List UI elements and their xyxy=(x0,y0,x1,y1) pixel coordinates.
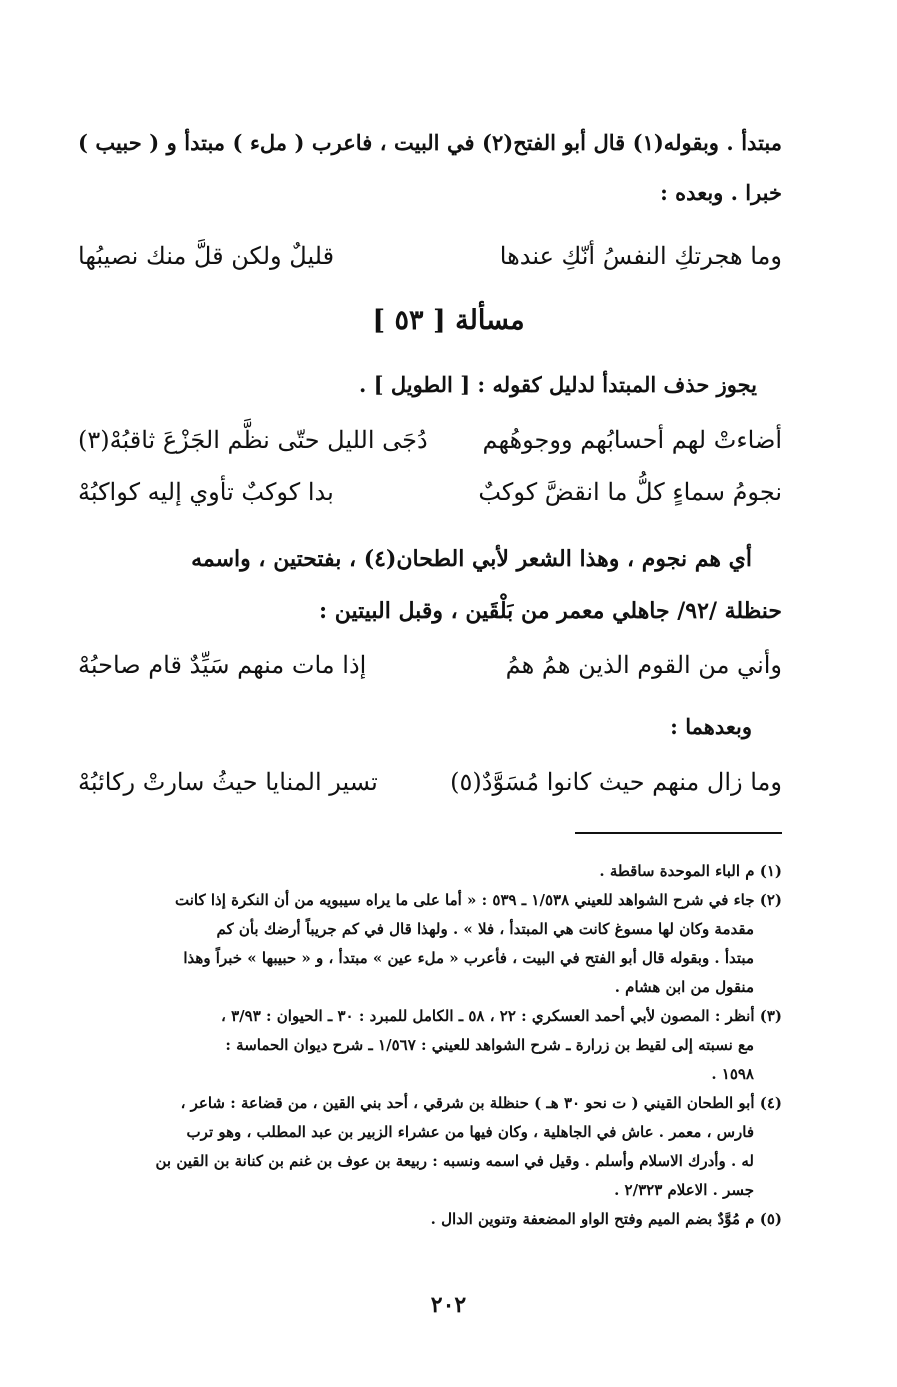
verse-3 xyxy=(78,472,782,512)
verse-5-first-hemistich: وما زال منهم حيث كانوا مُسَوَّدٌ(٥) xyxy=(450,768,782,796)
intro-paragraph xyxy=(78,118,782,218)
footnotes xyxy=(70,857,782,1234)
verse-4-second-hemistich: إذا مات منهم سَيِّدٌ قام صاحبُهْ xyxy=(78,651,367,679)
intro-line-1: مبتدأ . وبقوله(١) قال أبو الفتح(٢) في البيت ، فاعرب ( ملء ) مبتدأ و ( حبيب ) xyxy=(78,130,783,155)
footnote-2-line-2: مقدمة وكان لها مسوغ كانت هي المبتدأ ، فلا » . ولهذا قال في كم جريباً أرضك بأن كم xyxy=(216,920,754,938)
footnote-3 xyxy=(70,1002,782,1089)
verse-4-first-hemistich: وأني من القوم الذين همُ همُ xyxy=(505,651,782,679)
footnote-3-line-1: (٣) أنظر : المصون لأبي أحمد العسكري : ٢٢ ، ٥٨ ـ الكامل للمبرد : ٣٠ ـ الحيوان : ٣/٩٣ ، xyxy=(221,1007,782,1025)
intro-line-2: خبرا . وبعده : xyxy=(660,180,782,205)
paragraph-2-line-1: أي هم نجوم ، وهذا الشعر لأبي الطحان(٤) ، بفتحتين ، واسمه xyxy=(191,546,752,572)
paragraph-1: يجوز حذف المبتدأ لدليل كقوله : [ الطويل ] . xyxy=(358,372,757,397)
footnote-separator xyxy=(575,832,782,834)
footnote-1: (١) م الباء الموحدة ساقطة . xyxy=(599,862,782,880)
after-label: وبعدهما : xyxy=(670,714,752,739)
paragraph-2-line-2: حنظلة /٩٢/ جاهلي معمر من بَلْقَين ، وقبل البيتين : xyxy=(318,598,782,624)
verse-4 xyxy=(78,645,782,685)
footnote-4-line-3: له . وأدرك الاسلام وأسلم . وقيل في اسمه ونسبه : ربيعة بن عوف بن غنم بن كنانة بن القين بن xyxy=(155,1152,754,1170)
page-number: ٢٠٢ xyxy=(430,1292,467,1318)
footnote-4-line-1: (٤) أبو الطحان القيني ( ت نحو ٣٠ هـ ) حنظلة بن شرقي ، أحد بني القين ، من قضاعة : شاعر ، xyxy=(180,1094,782,1112)
footnote-2-line-4: منقول من ابن هشام . xyxy=(614,978,754,996)
footnote-2-line-3: مبتدأ . وبقوله قال أبو الفتح في البيت ، فأعرب « ملء عين » مبتدأ ، و « حبيبها » خبراً وهذا xyxy=(183,949,754,967)
verse-2 xyxy=(78,420,782,460)
verse-5-second-hemistich: تسير المنايا حيثُ سارتْ ركائبُهْ xyxy=(78,768,378,796)
verse-2-first-hemistich: أضاءتْ لهم أحسابُهم ووجوهُهم xyxy=(482,426,782,454)
footnote-4-line-2: فارس ، معمر . عاش في الجاهلية ، وكان فيها من عشراء الزبير بن عبد المطلب ، وهو ترب xyxy=(186,1123,754,1141)
verse-1-first-hemistich: وما هجرتكِ النفسُ أنّكِ عندها xyxy=(499,242,782,270)
footnote-2-line-1: (٢) جاء في شرح الشواهد للعيني ١/٥٣٨ ـ ٥٣٩ : « أما على ما يراه سيبويه من أن النكرة إذا كانت xyxy=(175,891,782,909)
verse-1-second-hemistich: قليلٌ ولكن قلَّ منك نصيبُها xyxy=(78,242,335,270)
verse-3-first-hemistich: نجومُ سماءٍ كلُّ ما انقضَّ كوكبٌ xyxy=(478,478,782,506)
footnote-5: (٥) م مُوَّدٌ بضم الميم وفتح الواو المضعفة وتنوين الدال . xyxy=(430,1210,782,1228)
footnote-3-line-2: مع نسبته إلى لقيط بن زرارة ـ شرح الشواهد للعيني : ١/٥٦٧ ـ شرح ديوان الحماسة : xyxy=(225,1036,754,1054)
paragraph-2 xyxy=(78,533,782,637)
footnote-4-line-4: جسر . الاعلام ٢/٣٢٣ . xyxy=(614,1181,754,1199)
verse-2-second-hemistich: دُجَى الليل حتّى نظَّم الجَزْعَ ثاقبُهْ(٣) xyxy=(78,426,428,454)
section-heading: مسألة [ ٥٣ ] xyxy=(372,305,525,336)
footnote-3-line-3: ١٥٩٨ . xyxy=(711,1065,754,1083)
footnote-4 xyxy=(70,1089,782,1205)
footnote-2 xyxy=(70,886,782,1002)
verse-3-second-hemistich: بدا كوكبٌ تأوي إليه كواكبُهْ xyxy=(78,478,334,506)
verse-1 xyxy=(78,236,782,276)
verse-5 xyxy=(78,762,782,802)
